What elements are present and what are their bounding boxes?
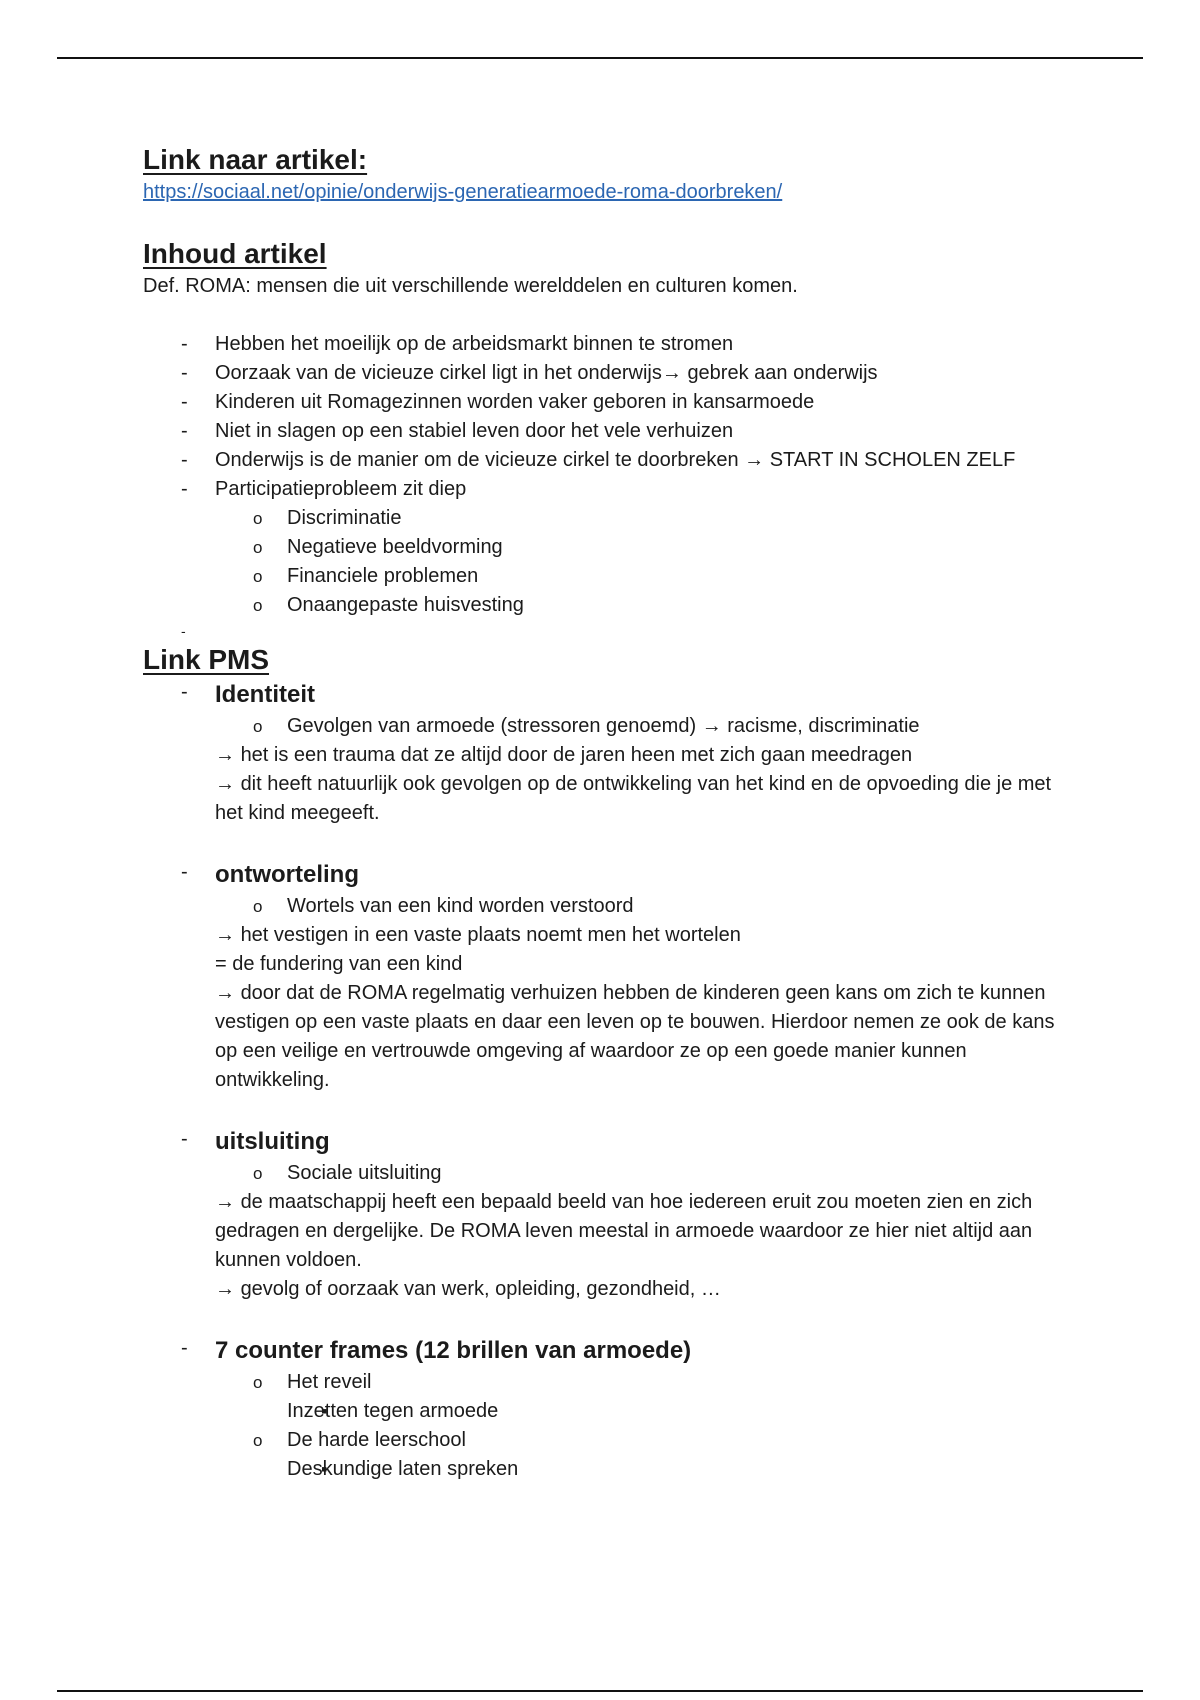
sub-list-item: o Het reveil ▪ Inzetten tegen armoede: [143, 1368, 1063, 1426]
arrow-icon: →: [215, 773, 235, 795]
pms-item-identiteit: [143, 678, 1063, 858]
arrow-icon: →: [215, 982, 235, 1004]
empty-list-item: [143, 620, 1063, 642]
sub-list-item: o Negatieve beeldvorming: [143, 533, 1063, 562]
sub-list-item: o Sociale uitsluiting: [143, 1159, 1063, 1188]
arrow-icon: →: [744, 449, 765, 471]
uitsluiting-heading: - uitsluiting: [215, 1128, 330, 1155]
sub-sub-list-item: ▪ Deskundige laten spreken: [143, 1455, 1063, 1484]
identiteit-heading: - Identiteit: [215, 681, 315, 708]
pms-heading: Link PMS: [143, 644, 270, 675]
content-heading: Inhoud artikel: [143, 238, 327, 269]
arrow-icon: →: [701, 715, 722, 737]
sub-list-item: o Discriminatie: [143, 504, 1063, 533]
list-item: - Kinderen uit Romagezinnen worden vaker geboren in kansarmoede: [143, 388, 1063, 417]
roma-definition: Def. ROMA: mensen die uit verschillende werelddelen en culturen komen.: [143, 275, 798, 297]
sub-list-item: o Financiele problemen: [143, 562, 1063, 591]
pms-item-ontworteling: - ontworteling o Wortels van een kind worden verstoord → het vestigen in een vaste plaats noemt men het wortelen = de fundering van een kind → door dat de ROMA regelmatig verhuizen hebben de kinderen geen kans om zich te kunnen vestigen op een vaste plaats en daar een leven op te bouwen. Hierdoor nemen ze ook de kans op een veilige en vertrouwde omgeving af waardoor ze op een goede manier kunnen ontwikkeling.: [143, 858, 1063, 1125]
list-item: - Participatieprobleem zit diep o Discriminatie o Negatieve beeldvorming o Financiele problemen o Onaangepaste huisvesting: [143, 475, 1063, 620]
top-rule: [57, 57, 1143, 59]
pms-list: [143, 678, 1063, 1484]
identiteit-line: → dit heeft natuurlijk ook gevolgen op de ontwikkeling van het kind en de opvoeding die je met het kind meegeeft.: [215, 773, 1052, 824]
document-body: [143, 142, 1063, 1484]
arrow-icon: →: [215, 1191, 235, 1213]
pms-item-counter-frames: [143, 1334, 1063, 1484]
bottom-rule: [57, 1690, 1143, 1692]
list-item: - Oorzaak van de vicieuze cirkel ligt in het onderwijs→ gebrek aan onderwijs: [143, 359, 1063, 388]
sub-sub-list-item: ▪ Inzetten tegen armoede: [143, 1397, 1063, 1426]
pms-item-uitsluiting: - uitsluiting o Sociale uitsluiting → de maatschappij heeft een bepaald beeld van hoe iedereen eruit zou moeten zien en zich gedragen en dergelijke. De ROMA leven meestal in armoede waardoor ze hier niet altijd aan kunnen voldoen. → gevolg of oorzaak van werk, opleiding, gezondheid, …: [143, 1125, 1063, 1334]
ontworteling-heading: - ontworteling: [215, 861, 359, 888]
sub-list-item: o Onaangepaste huisvesting: [143, 591, 1063, 620]
counter-frames-heading: - 7 counter frames (12 brillen van armoede): [215, 1337, 692, 1364]
list-item: - Onderwijs is de manier om de vicieuze cirkel te doorbreken → START IN SCHOLEN ZELF: [143, 446, 1063, 475]
arrow-icon: →: [661, 362, 682, 384]
sub-list-item: o Wortels van een kind worden verstoord: [143, 892, 1063, 921]
sub-list: [143, 504, 1063, 620]
sub-list-item: o Gevolgen van armoede (stressoren genoemd) → racisme, discriminatie: [143, 712, 1063, 741]
arrow-icon: →: [215, 924, 235, 946]
list-item: - Niet in slagen op een stabiel leven door het vele verhuizen: [143, 417, 1063, 446]
sub-list-item: o De harde leerschool ▪ Deskundige laten spreken: [143, 1426, 1063, 1484]
link-heading: Link naar artikel:: [143, 144, 368, 175]
arrow-icon: →: [215, 1278, 235, 1300]
content-list: [143, 330, 1063, 642]
arrow-icon: →: [215, 744, 235, 766]
identiteit-line: → het is een trauma dat ze altijd door de jaren heen met zich gaan meedragen: [215, 744, 913, 766]
article-link[interactable]: https://sociaal.net/opinie/onderwijs-generatiearmoede-roma-doorbreken/: [143, 181, 783, 203]
list-item: - Hebben het moeilijk op de arbeidsmarkt binnen te stromen: [143, 330, 1063, 359]
